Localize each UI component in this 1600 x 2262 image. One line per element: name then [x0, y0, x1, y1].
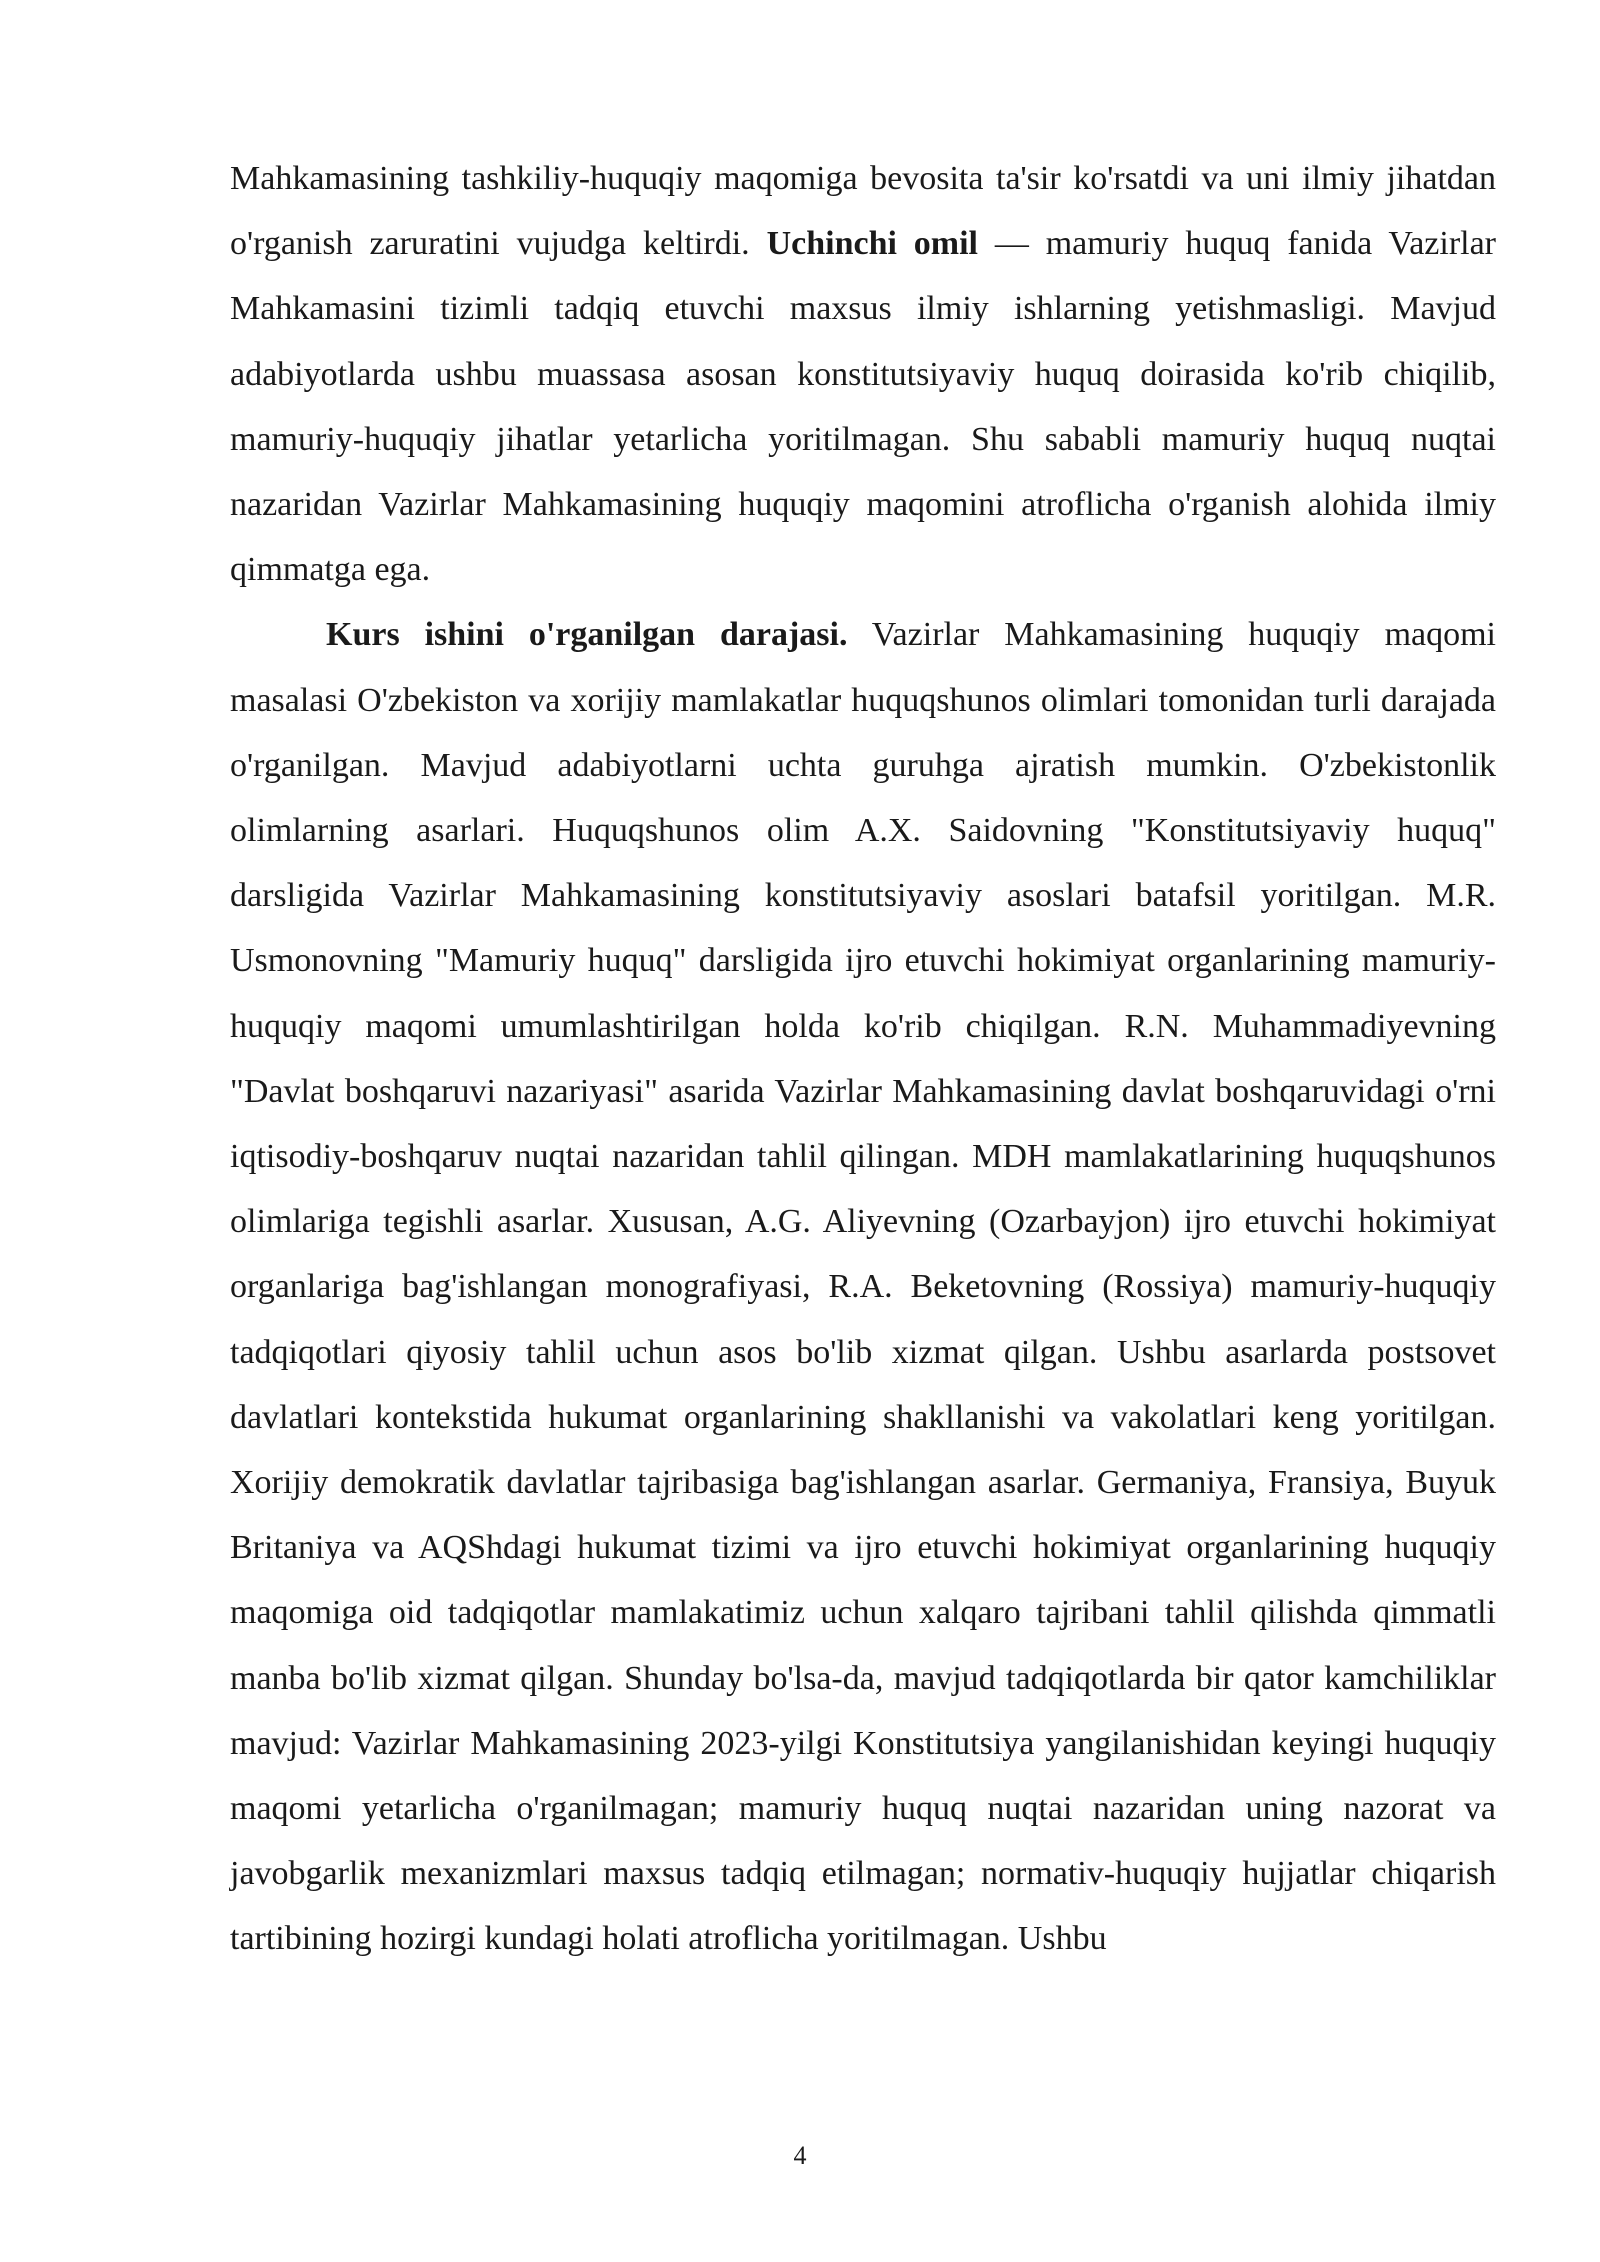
paragraph-2-body-text: Vazirlar Mahkamasining huquqiy maqomi masalasi O'zbekiston va xorijiy mamlakatlar huquqshunos olimlari tomonidan turli darajada o'rganilgan. Mavjud adabiyotlarni uchta guruhga ajratish mumkin. O'zbekistonlik olimlarning asarlari. Huquqshunos olim A.X. Saidovning "Konstitutsiyaviy huquq" darsligida Vazirlar Mahkamasining konstitutsiyaviy asoslari batafsil yoritilgan. M.R. Usmonovning "Mamuriy huquq" darsligida ijro etuvchi hokimiyat organlarining mamuriy-huquqiy maqomi umumlashtirilgan holda ko'rib chiqilgan. R.N. Muhammadiyevning "Davlat boshqaruvi nazariyasi" asarida Vazirlar Mahkamasining davlat boshqaruvidagi o'rni iqtisodiy-boshqaruv nuqtai nazaridan tahlil qilingan. MDH mamlakatlarining huquqshunos olimlariga tegishli asarlar. Xususan, A.G. Aliyevning (Ozarbayjon) ijro etuvchi hokimiyat organlariga bag'ishlangan monografiyasi, R.A. Beketovning (Rossiya) mamuriy-huquqiy tadqiqotlari qiyosiy tahlil uchun asos bo'lib xizmat qilgan. Ushbu asarlarda postsovet davlatlari kontekstida hukumat organlarining shakllanishi va vakolatlari keng yoritilgan. Xorijiy demokratik davlatlar tajribasiga bag'ishlangan asarlar. Germaniya, Fransiya, Buyuk Britaniya va AQShdagi hukumat tizimi va ijro etuvchi hokimiyat organlarining huquqiy maqomiga oid tadqiqotlar mamlakatimiz uchun xalqaro tajribani tahlil qilishda qimmatli manba bo'lib xizmat qilgan. Shunday bo'lsa-da, mavjud tadqiqotlarda bir qator kamchiliklar mavjud: Vazirlar Mahkamasining 2023-yilgi Konstitutsiya yangilanishidan keyingi huquqiy maqomi yetarlicha o'rganilmagan; mamuriy huquq nuqtai nazaridan uning nazorat va javobgarlik mexanizmlari maxsus tadqiq etilmagan; normativ-huquqiy hujjatlar chiqarish tartibining hozirgi kundagi holati atroflicha yoritilmagan. Ushbu: [230, 616, 1496, 1958]
paragraph-2: [230, 602, 1496, 1971]
paragraph-1-bold-term: Uchinchi omil: [766, 225, 978, 263]
paragraph-1-lead-text: Mahkamasining tashkiliy-huquqiy maqomiga bevosita ta'sir ko'rsatdi va uni ilmiy jihatdan o'rganish zaruratini vujudga keltirdi.: [230, 160, 1496, 263]
paragraph-1: [230, 146, 1496, 602]
paragraph-1-trailing-text: — mamuriy huquq fanida Vazirlar Mahkamasini tizimli tadqiq etuvchi maxsus ilmiy ishlarning yetishmasligi. Mavjud adabiyotlarda ushbu muassasa asosan konstitutsiyaviy huquq doirasida ko'rib chiqilib, mamuriy-huquqiy jihatlar yetarlicha yoritilmagan. Shu sababli mamuriy huquq nuqtai nazaridan Vazirlar Mahkamasining huquqiy maqomini atroflicha o'rganish alohida ilmiy qimmatga ega.: [230, 225, 1497, 589]
paragraph-2-heading: Kurs ishini o'rganilgan darajasi.: [326, 616, 848, 654]
document-page: [230, 146, 1496, 1972]
page-number: 4: [793, 2141, 807, 2170]
